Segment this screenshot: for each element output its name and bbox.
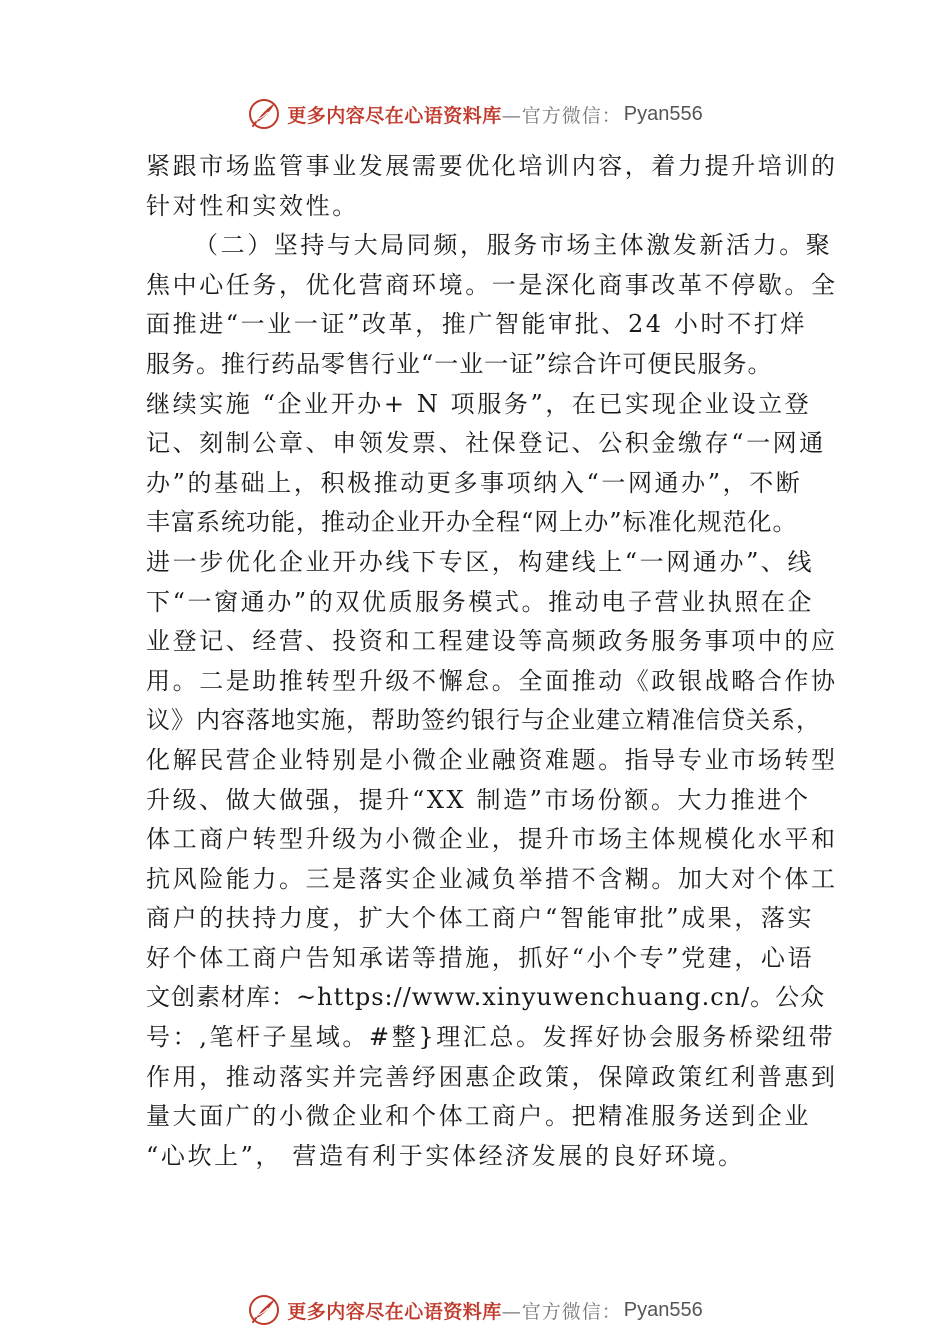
body-line: 用。二是助推转型升级不懈怠。全面推动《政银战略合作协 [146,666,838,695]
banner-gray-text: —官方微信： [501,104,622,127]
body-line: 体工商户转型升级为小微企业，提升市场主体规模化水平和 [146,825,838,854]
body-line: 焦中心任务，优化营商环境。一是深化商事改革不停歇。全 [146,270,838,299]
body-line: 面推进“一业一证”改革，推广智能审批、24 小时不打烊 [146,310,807,339]
quill-logo-icon [247,1293,281,1327]
body-line: 抗风险能力。三是落实企业减负举措不含糊。加大对个体工 [146,864,838,893]
body-line: 服务。推行药品零售行业“一业一证”综合许可便民服务。 [146,349,773,378]
body-line: 进一步优化企业开办线下专区，构建线上“一网通办”、线 [146,547,815,576]
body-line: “心坎上”， 营造有利于实体经济发展的良好环境。 [146,1141,745,1170]
body-line: 升级、做大做强，提升“XX 制造”市场份额。大力推进个 [146,785,811,814]
body-line: 量大面广的小微企业和个体工商户。把精准服务送到企业 [146,1102,811,1131]
body-line-url: 文创素材库：~https://www.xinyuwenchuang.cn/。公众 [146,983,826,1012]
body-line: 针对性和实效性。 [146,191,359,220]
banner-wechat-id: Pyan556 [623,102,703,125]
header-banner [0,94,950,134]
body-line: 号：,笔杆子星域。#整}理汇总。发挥好协会服务桥梁纽带 [146,1023,836,1052]
body-line: 作用，推动落实并完善纾困惠企政策，保障政策红利普惠到 [146,1062,838,1091]
body-line: 化解民营企业特别是小微企业融资难题。指导专业市场转型 [146,745,838,774]
document-body [146,147,838,1176]
body-line: 业登记、经营、投资和工程建设等高频政务服务事项中的应 [146,627,838,656]
body-line: 紧跟市场监管事业发展需要优化培训内容，着力提升培训的 [146,152,838,180]
banner-red-text: 更多内容尽在心语资料库 [287,1300,502,1323]
body-line: 办”的基础上，积极推动更多事项纳入“一网通办”，不断 [146,468,803,497]
body-line: 丰富系统功能，推动企业开办全程“网上办”标准化规范化。 [146,508,798,537]
body-line: 下“一窗通办”的双优质服务模式。推动电子营业执照在企 [146,587,815,616]
body-line: 记、刻制公章、申领发票、社保登记、公积金缴存“一网通 [146,429,826,458]
banner-wechat-id: Pyan556 [623,1298,703,1321]
quill-logo-icon [247,97,281,131]
section-heading-line: （二）坚持与大局同频，服务市场主体激发新活力。聚 [194,231,833,260]
body-line: 继续实施 “企业开办+ N 项服务”，在已实现企业设立登 [146,389,812,418]
body-line: 议》内容落地实施，帮助签约银行与企业建立精准信贷关系， [146,706,821,735]
footer-banner [0,1290,950,1330]
body-line: 商户的扶持力度，扩大个体工商户“智能审批”成果，落实 [146,904,815,933]
banner-red-text: 更多内容尽在心语资料库 [287,104,502,127]
banner-gray-text: —官方微信： [501,1300,622,1323]
body-line: 好个体工商户告知承诺等措施，抓好“小个专”党建，心语 [146,943,815,972]
